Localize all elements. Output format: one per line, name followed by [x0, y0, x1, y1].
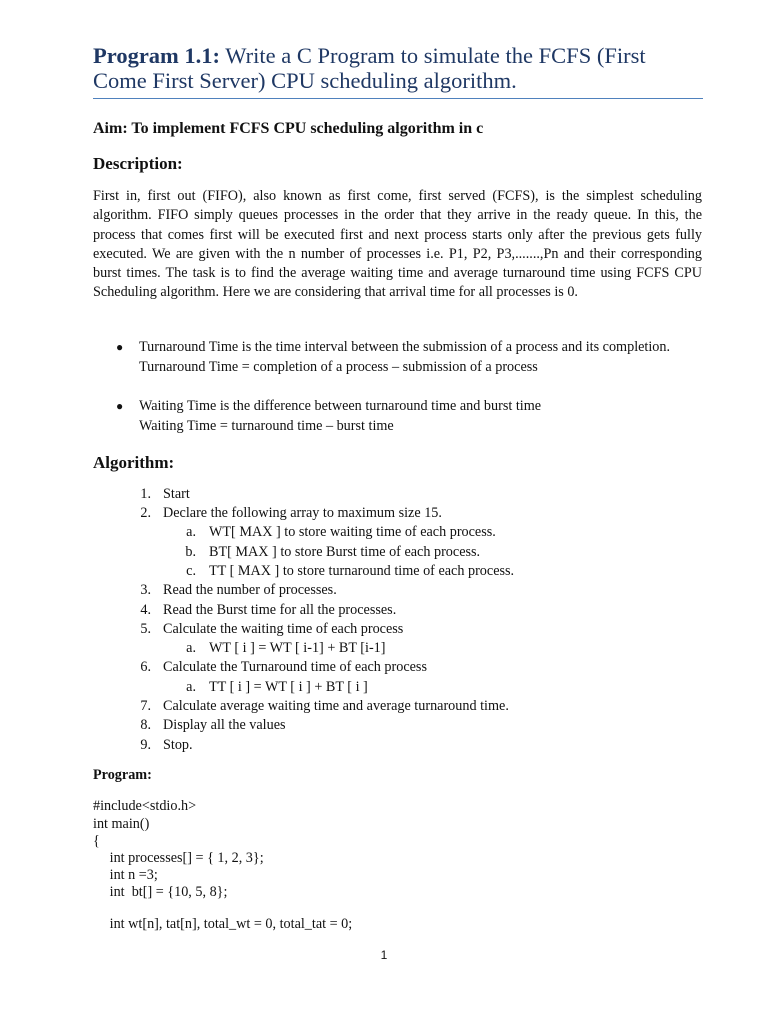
program-heading: Program:	[93, 767, 152, 783]
substep-text: WT [ i ] = WT [ i-1] + BT [i-1]	[209, 640, 386, 656]
program-number: Program 1.1:	[93, 43, 221, 68]
step-number: 8.	[140, 717, 151, 733]
step-text: Declare the following array to maximum size 15.	[163, 505, 442, 521]
substep-letter: c.	[186, 563, 196, 579]
bullet-turnaround-formula: Turnaround Time = completion of a process – submission of a process	[139, 358, 538, 375]
description-paragraph: First in, first out (FIFO), also known as first come, first served (FCFS), is the simplest scheduling algorithm. FIFO simply queues processes in the order that they arrive in the ready queue. In this, the process that comes first will be executed first and next process starts only after the previous gets fully executed. We are given with the n number of processes i.e. P1, P2, P3,.......,Pn and their corresponding burst times. The task is to find the average waiting time and average turnaround time using FCFS CPU Scheduling algorithm. Here we are considering that arrival time for all processes is 0.	[93, 188, 702, 301]
page-number: 1	[380, 948, 388, 962]
program-title-text: Write a C Program to simulate the FCFS (First Come First Server) CPU scheduling algorithm.	[93, 43, 646, 93]
substep-text: WT[ MAX ] to store waiting time of each process.	[209, 524, 496, 540]
bullet-icon: ●	[116, 340, 124, 354]
step-text: Start	[163, 486, 190, 502]
step-number: 9.	[140, 737, 151, 753]
aim-heading: Aim: To implement FCFS CPU scheduling algorithm in c	[93, 120, 484, 137]
program-title	[93, 43, 703, 93]
bullet-waiting-formula: Waiting Time = turnaround time – burst time	[139, 417, 394, 434]
algorithm-heading: Algorithm:	[93, 453, 175, 472]
bullet-icon: ●	[116, 399, 124, 413]
substep-letter: a.	[186, 524, 196, 540]
step-number: 6.	[140, 659, 151, 675]
step-number: 4.	[140, 602, 151, 618]
bullet-turnaround-text: Turnaround Time is the time interval between the submission of a process and its completion.	[139, 339, 671, 355]
substep-letter: a.	[186, 679, 196, 695]
code-line: int n =3;	[99, 867, 158, 883]
title-underline	[93, 98, 703, 99]
step-number: 2.	[140, 505, 151, 521]
step-text: Calculate the waiting time of each process	[163, 621, 404, 637]
substep-letter: a.	[186, 640, 196, 656]
code-line: int main()	[93, 816, 150, 832]
step-text: Read the number of processes.	[163, 582, 337, 598]
code-line: {	[93, 833, 100, 849]
code-line: int bt[] = {10, 5, 8};	[99, 884, 228, 900]
substep-text: BT[ MAX ] to store Burst time of each process.	[209, 544, 481, 560]
step-number: 5.	[140, 621, 151, 637]
bullet-turnaround	[116, 338, 699, 377]
code-line: #include<stdio.h>	[93, 798, 197, 814]
substep-letter: b.	[185, 544, 196, 560]
step-number: 3.	[140, 582, 151, 598]
step-number: 1.	[140, 486, 151, 502]
step-text: Display all the values	[163, 717, 286, 733]
step-number: 7.	[140, 698, 151, 714]
step-text: Stop.	[163, 737, 193, 753]
code-line: int processes[] = { 1, 2, 3};	[99, 850, 264, 866]
step-text: Read the Burst time for all the processes.	[163, 602, 397, 618]
description-heading: Description:	[93, 154, 183, 173]
code-line: int wt[n], tat[n], total_wt = 0, total_tat = 0;	[99, 916, 353, 932]
step-text: Calculate average waiting time and average turnaround time.	[163, 698, 509, 714]
substep-text: TT [ MAX ] to store turnaround time of each process.	[209, 563, 515, 579]
bullet-waiting	[116, 397, 699, 436]
bullet-waiting-text: Waiting Time is the difference between turnaround time and burst time	[139, 398, 542, 414]
substep-text: TT [ i ] = WT [ i ] + BT [ i ]	[209, 679, 368, 695]
step-text: Calculate the Turnaround time of each process	[163, 659, 427, 675]
